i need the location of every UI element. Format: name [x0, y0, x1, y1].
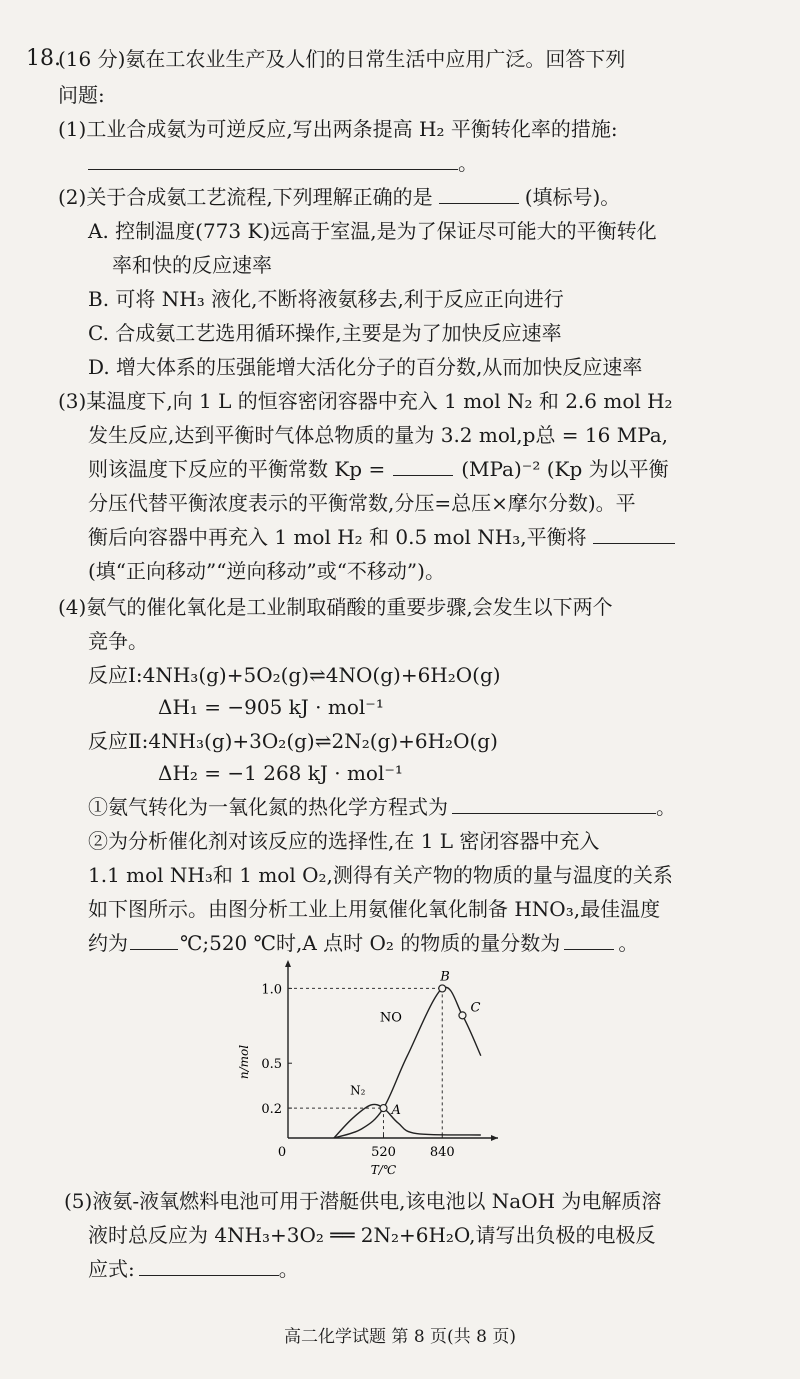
point-label-a: A — [391, 1103, 401, 1119]
point-label-b: B — [440, 969, 450, 985]
answer-blank[interactable] — [139, 1253, 279, 1276]
x-tick-label: 520 — [371, 1145, 396, 1160]
reaction-2: 反应Ⅱ:4NH₃(g)+3O₂(g)⇌2N₂(g)+6H₂O(g) — [88, 729, 498, 753]
option-c: C. 合成氨工艺选用循环操作,主要是为了加快反应速率 — [88, 321, 562, 345]
x-axis-arrow — [491, 1135, 498, 1141]
point-c — [459, 1012, 466, 1019]
sub-question-2-line2: 1.1 mol NH₃和 1 mol O₂,测得有关产物的物质的量与温度的关系 — [88, 863, 673, 887]
answer-blank[interactable] — [564, 927, 614, 950]
option-a: A. 控制温度(773 K)远高于室温,是为了保证尽可能大的平衡转化 — [88, 219, 657, 243]
part-4-line1: (4)氨气的催化氧化是工业制取硝酸的重要步骤,会发生以下两个 — [58, 595, 613, 619]
product-amount-chart — [230, 958, 520, 1180]
part-3-line5: 衡后向容器中再充入 1 mol H₂ 和 0.5 mol NH₃,平衡将 — [88, 520, 675, 554]
point-label-c: C — [470, 1000, 481, 1016]
y-tick-label: 1.0 — [261, 982, 282, 998]
sub-question-2-line1: ②为分析催化剂对该反应的选择性,在 1 L 密闭容器中充入 — [88, 829, 600, 853]
enthalpy-1: ΔH₁ = −905 kJ · mol⁻¹ — [158, 695, 384, 719]
y-axis-arrow — [285, 960, 291, 967]
question-number: 18. — [26, 46, 61, 71]
part-3-line1: (3)某温度下,向 1 L 的恒容密闭容器中充入 1 mol N₂ 和 2.6 mol H₂ — [58, 389, 673, 413]
question-intro: (16 分)氨在工农业生产及人们的日常生活中应用广泛。回答下列 — [58, 47, 626, 71]
option-d: D. 增大体系的压强能增大活化分子的百分数,从而加快反应速率 — [88, 355, 643, 379]
answer-blank[interactable] — [393, 453, 453, 476]
part-5-line3: 应式: 。 — [88, 1252, 299, 1286]
part-4-line2: 竞争。 — [88, 629, 148, 653]
answer-blank[interactable] — [88, 147, 458, 170]
series-label-n2: N₂ — [350, 1083, 366, 1098]
option-b: B. 可将 NH₃ 液化,不断将液氨移去,利于反应正向进行 — [88, 287, 564, 311]
part-5-line1: (5)液氨-液氧燃料电池可用于潜艇供电,该电池以 NaOH 为电解质溶 — [64, 1189, 662, 1213]
page-footer: 高二化学试题 第 8 页(共 8 页) — [284, 1327, 516, 1347]
x-tick-label: 0 — [277, 1145, 287, 1160]
x-axis-label: T/℃ — [370, 1163, 397, 1177]
point-a — [380, 1105, 387, 1112]
x-tick-label: 840 — [429, 1145, 455, 1160]
part-3-line3: 则该温度下反应的平衡常数 Kp = (MPa)⁻² (Kp 为以平衡 — [88, 452, 669, 486]
sub-question-2-line3: 如下图所示。由图分析工业上用氨催化氧化制备 HNO₃,最佳温度 — [88, 897, 661, 921]
point-b — [439, 985, 446, 992]
part-1-text: (1)工业合成氨为可逆反应,写出两条提高 H₂ 平衡转化率的措施: — [58, 117, 618, 141]
answer-blank[interactable] — [130, 927, 178, 950]
part-3-line4: 分压代替平衡浓度表示的平衡常数,分压=总压×摩尔分数)。平 — [88, 491, 636, 515]
series-line-n2 — [334, 1104, 481, 1138]
sub-question-2-line4: 约为 ℃;520 ℃时,A 点时 O₂ 的物质的量分数为 。 — [88, 926, 638, 960]
part-2-text: (2)关于合成氨工艺流程,下列理解正确的是 (填标号)。 — [58, 180, 620, 214]
y-axis-label: n/mol — [237, 1044, 251, 1080]
sub-question-1: ①氨气转化为一氧化氮的热化学方程式为 。 — [88, 790, 676, 824]
part-5-line2: 液时总反应为 4NH₃+3O₂ ══ 2N₂+6H₂O,请写出负极的电极反 — [88, 1223, 656, 1247]
enthalpy-2: ΔH₂ = −1 268 kJ · mol⁻¹ — [158, 761, 403, 785]
reaction-1: 反应Ⅰ:4NH₃(g)+5O₂(g)⇌4NO(g)+6H₂O(g) — [88, 663, 501, 687]
question-intro-2: 问题: — [58, 83, 105, 107]
series-label-no: NO — [379, 1010, 402, 1026]
answer-blank[interactable] — [452, 791, 656, 814]
part-1-answer-line: 。 — [88, 146, 478, 180]
answer-blank[interactable] — [593, 521, 675, 544]
y-tick-label: 0.2 — [261, 1102, 282, 1118]
answer-blank[interactable] — [439, 181, 519, 204]
part-3-line2: 发生反应,达到平衡时气体总物质的量为 3.2 mol,p总 = 16 MPa, — [88, 423, 669, 447]
option-a-cont: 率和快的反应速率 — [112, 253, 272, 277]
y-tick-label: 0.5 — [261, 1057, 282, 1073]
part-3-line6: (填“正向移动”“逆向移动”或“不移动”)。 — [88, 559, 445, 583]
